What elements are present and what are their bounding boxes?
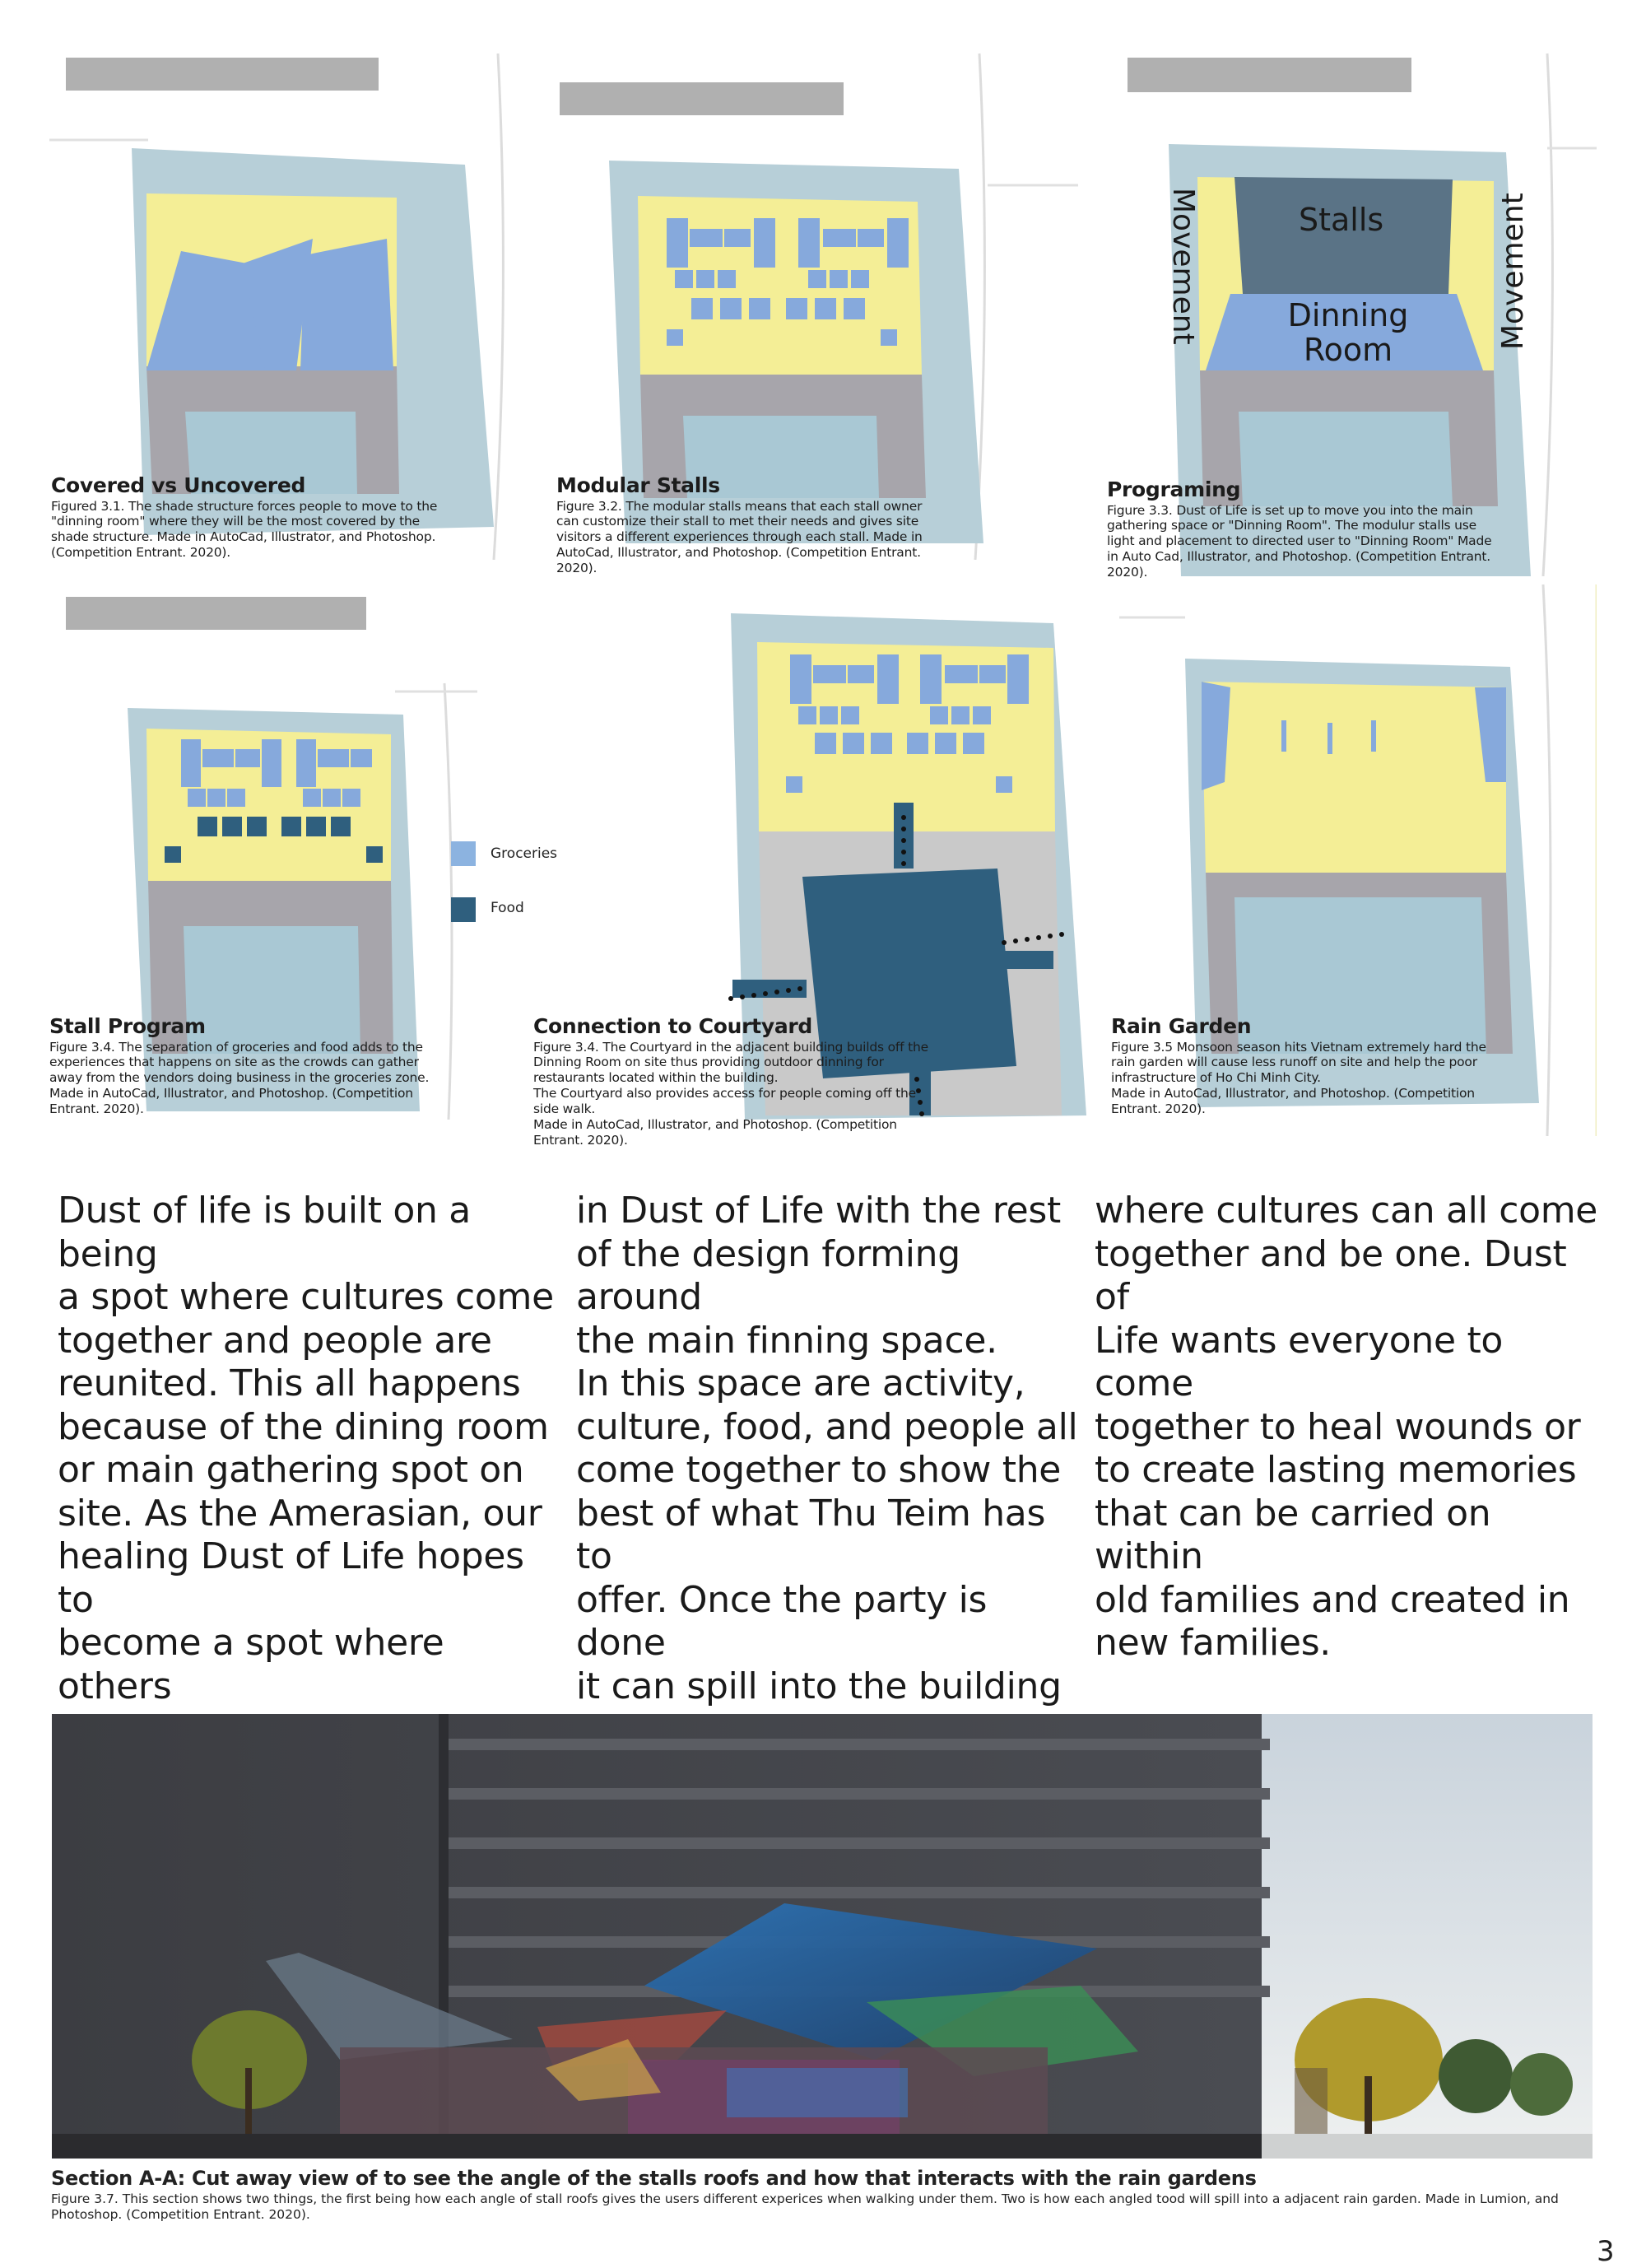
caption-body: Figure 3.5 Monsoon season hits Vietnam extremely hard the rain garden will cause less runoff on site and help the poor infrastructure of Ho Chi Minh City. Made in AutoCad, Illustrator, and Photoshop. (Competition Entrant. 2020). (1111, 1039, 1486, 1117)
label-movement-right: Movement (1496, 193, 1530, 350)
caption-body: Figured 3.1. The shade structure forces people to move to the "dinning room" where they will be the most covered by the shade structure. Made in AutoCad, Illustrator, and Photoshop. (Competition Entrant. 2020). (51, 498, 438, 561)
text-column-2: in Dust of Life with the rest of the design forming around the main finning space. In this space are activity, culture, food, and people all come together to show the best of what Thu Teim has to offer. Once the party is done it can spill into the building (576, 1190, 1078, 1707)
legend-label-groceries: Groceries (491, 845, 558, 862)
text-column-1: Dust of life is built on a being a spot where cultures come together and people are reunited. This all happens because of the dining room or main gathering spot on site. As the Amerasian, our healing Dust of Life hopes to become a spot where others (58, 1190, 554, 1707)
caption-title: Connection to Courtyard (533, 1014, 813, 1038)
text-column-3: where cultures can all come together and be one. Dust of Life wants everyone to come together to heal wounds or to create lasting memories that can be carried on within old families and created in new families. (1095, 1190, 1598, 1664)
caption-programing (1107, 477, 1494, 580)
label-dining-room: Dinning Room (1287, 297, 1409, 368)
caption-title: Programing (1107, 477, 1241, 501)
caption-body: Figure 3.3. Dust of Life is set up to move you into the main gathering space or "Dinning Room". The modulur stalls use light and placement to directed user to "Dinning Room" Made in Auto Cad, Illustrator, and Photoshop. (Competition Entrant. 2020). (1107, 502, 1492, 580)
section-aa-rendering (52, 1714, 1593, 2159)
caption-title: Modular Stalls (556, 473, 720, 497)
legend-swatch-groceries (451, 841, 476, 866)
legend-swatch-food (451, 897, 476, 922)
caption-body: Figure 3.4. The Courtyard in the adjacent building builds off the Dinning Room on site thus providing outdoor dinning for restaurants located within the building. The Courtyard also provides access for people coming off the side walk. Made in AutoCad, Illustrator, and Photoshop. (Competition Entrant. 2020). (533, 1039, 928, 1148)
caption-title: Rain Garden (1111, 1014, 1252, 1038)
caption-stall-program (49, 1014, 436, 1117)
page-number: 3 (1597, 2235, 1615, 2268)
caption-connection-courtyard (533, 1014, 928, 1148)
caption-body: Figure 3.4. The separation of groceries and food adds to the experiences that happens on site as the crowds can gather away from the vendors doing business in the groceries zone. Made in AutoCad, Illustrator, and Photoshop. (Competition Entrant. 2020). (49, 1039, 430, 1117)
caption-modular-stalls (556, 473, 943, 576)
caption-rain-garden (1111, 1014, 1506, 1117)
legend-label-food: Food (491, 900, 524, 916)
label-stalls: Stalls (1299, 202, 1384, 238)
label-movement-left: Movement (1166, 188, 1200, 345)
caption-covered-vs-uncovered (51, 473, 438, 561)
caption-title: Covered vs Uncovered (51, 473, 306, 497)
section-caption: Figure 3.7. This section shows two things, the first being how each angle of stall roofs gives the users different experices when walking under them. Two is how each angled tood will spill into a adjacent rain garden. Made in Lumion, and Photoshop. (Competition Entrant. 2020). (51, 2191, 1559, 2223)
caption-title: Stall Program (49, 1014, 206, 1038)
caption-body: Figure 3.2. The modular stalls means that each stall owner can customize their stall to met their needs and gives site visitors a different experiences through each stall. Made in AutoCad, Illustrator, and Photoshop. (Competition Entrant. 2020). (556, 498, 923, 576)
section-title: Section A-A: Cut away view of to see the angle of the stalls roofs and how that interacts with the rain gardens (51, 2167, 1257, 2190)
